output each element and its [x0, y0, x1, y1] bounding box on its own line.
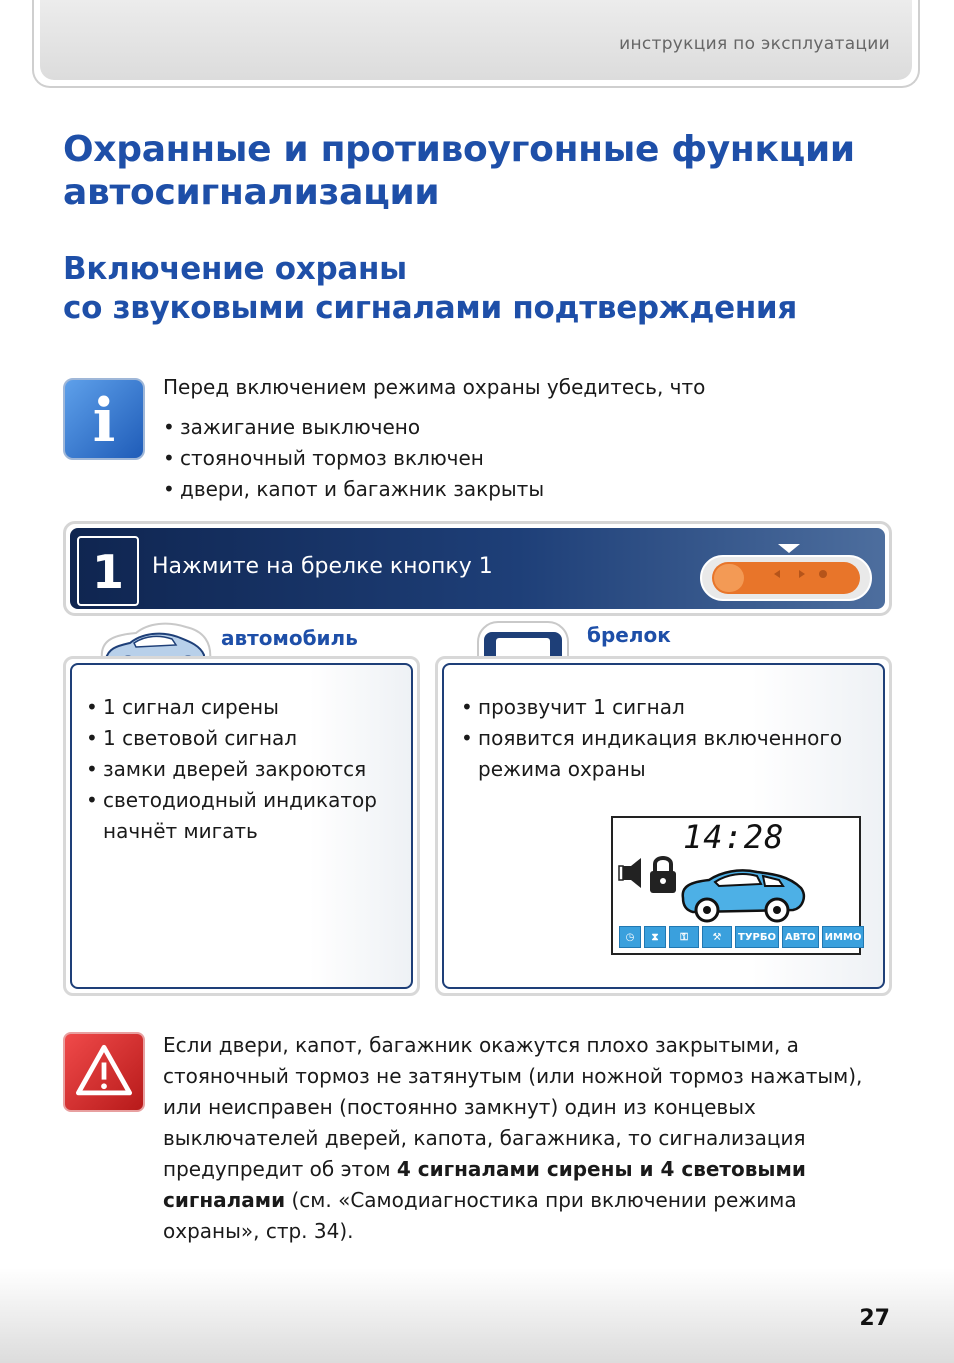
lock-icon	[650, 858, 676, 893]
section-subtitle	[63, 250, 923, 328]
page-title: Охранные и противоугонные функции автосигнализации	[63, 129, 855, 213]
fob-result-list	[461, 692, 861, 785]
warning-icon	[63, 1032, 145, 1112]
clock-icon: ◷	[619, 926, 641, 948]
warning-emphasis: 4 сигналами сирены и 4 световыми сигналами	[163, 1157, 806, 1212]
warning-text: Если двери, капот, багажник окажутся плохо закрытыми, а стояночный тормоз не затянутым (или ножной тормоз нажатым), или неисправен (постоянно замкнут) один из концевых выключателей дверей, капота, багажника, то сигнализация предупредит об этом 4 сигналами сирены и 4 световыми сигналами (см. «Самодиагностика при включении режима охраны», стр. 34).	[163, 1033, 863, 1243]
auto-label: АВТО	[782, 926, 819, 948]
wrench-icon: ⚒	[702, 926, 732, 948]
key-icon: ⚿	[669, 926, 699, 948]
footer-band	[0, 1268, 954, 1363]
car-result-list	[86, 692, 406, 847]
list-item: • 1 световой сигнал	[86, 723, 406, 754]
fob-caption: брелок	[587, 623, 671, 647]
precondition-intro: Перед включением режима охраны убедитесь, что	[163, 375, 706, 399]
step-bar	[70, 528, 885, 609]
fob-button-icon	[698, 544, 874, 602]
list-item: • светодиодный индикатор начнёт мигать	[86, 785, 406, 847]
subtitle-line-2: со звуковыми сигналами подтверждения	[63, 290, 797, 326]
hourglass-icon: ⧗	[644, 926, 666, 948]
lcd-status-icons	[619, 926, 864, 948]
precondition-list	[163, 412, 863, 505]
precondition-block	[163, 372, 863, 505]
car-caption: автомобиль	[221, 626, 358, 650]
header-bar	[32, 0, 920, 88]
list-item: • появится индикация включенного режима охраны	[461, 723, 861, 785]
list-item: • зажигание выключено	[163, 412, 863, 443]
list-item: • замки дверей закроются	[86, 754, 406, 785]
lcd-graphics	[617, 852, 857, 926]
header-background	[40, 0, 912, 80]
list-item: • стояночный тормоз включен	[163, 443, 863, 474]
list-item: • прозвучит 1 сигнал	[461, 692, 861, 723]
lcd-time: 14:28	[683, 818, 785, 856]
fob-lcd-display	[611, 816, 861, 955]
car-silhouette-icon	[683, 870, 804, 921]
list-item: • двери, капот и багажник закрыты	[163, 474, 863, 505]
turbo-label: ТУРБО	[735, 926, 779, 948]
siren-icon	[619, 858, 641, 888]
subtitle-line-1: Включение охраны	[63, 251, 407, 287]
page-number: 27	[859, 1306, 890, 1331]
step-box	[63, 521, 892, 616]
step-number: 1	[77, 536, 139, 606]
list-item: • 1 сигнал сирены	[86, 692, 406, 723]
info-icon: i	[63, 378, 145, 460]
step-instruction: Нажмите на брелке кнопку 1	[152, 554, 493, 579]
immo-label: ИММО	[822, 926, 865, 948]
header-text: инструкция по эксплуатации	[619, 34, 890, 54]
